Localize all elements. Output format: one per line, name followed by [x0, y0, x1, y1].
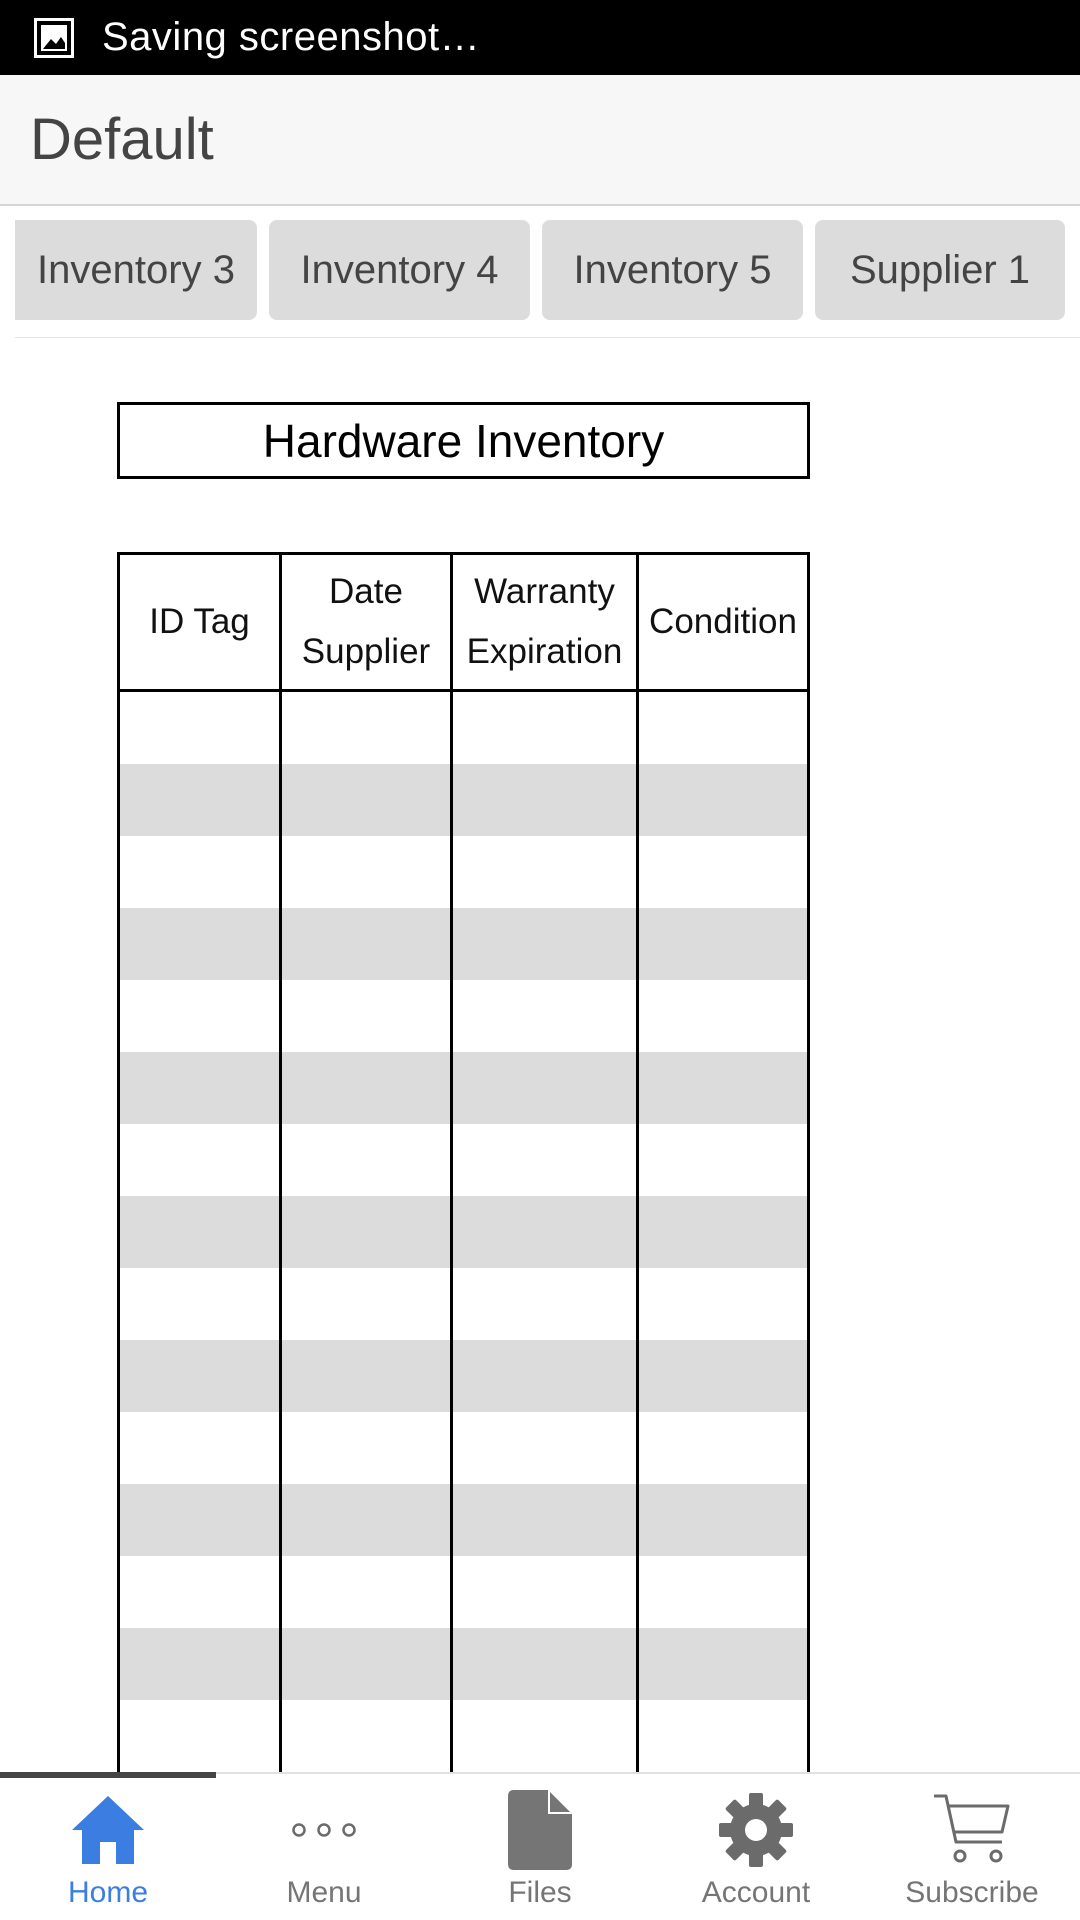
table-cell[interactable]: [639, 692, 807, 764]
table-cell[interactable]: [282, 1268, 453, 1340]
table-cell[interactable]: [453, 1052, 639, 1124]
table-cell[interactable]: [120, 980, 282, 1052]
table-cell[interactable]: [453, 980, 639, 1052]
table-cell[interactable]: [453, 1268, 639, 1340]
table-cell[interactable]: [639, 1196, 807, 1268]
table-row: [120, 764, 807, 836]
table-row: [120, 1340, 807, 1412]
table-cell[interactable]: [120, 764, 282, 836]
table-cell[interactable]: [120, 1340, 282, 1412]
table-cell[interactable]: [282, 1196, 453, 1268]
table-row: [120, 1052, 807, 1124]
nav-files[interactable]: [432, 1774, 648, 1920]
table-cell[interactable]: [453, 1700, 639, 1772]
file-icon: [495, 1790, 585, 1870]
table-row: [120, 1556, 807, 1628]
nav-menu[interactable]: [216, 1774, 432, 1920]
table-cell[interactable]: [453, 1196, 639, 1268]
table-cell[interactable]: [282, 836, 453, 908]
table-cell[interactable]: [639, 1484, 807, 1556]
table-row: [120, 1196, 807, 1268]
column-header-warranty-expiration[interactable]: Warranty Expiration: [453, 555, 639, 689]
table-cell[interactable]: [120, 1052, 282, 1124]
nav-account-label: Account: [701, 1876, 811, 1909]
table-cell[interactable]: [453, 1340, 639, 1412]
table-cell[interactable]: [120, 1412, 282, 1484]
table-cell[interactable]: [639, 836, 807, 908]
column-header-condition[interactable]: Condition: [649, 602, 797, 641]
table-cell[interactable]: [639, 1700, 807, 1772]
nav-menu-label: Menu: [286, 1876, 362, 1909]
table-cell[interactable]: [120, 908, 282, 980]
table-cell[interactable]: [453, 836, 639, 908]
table-row: [120, 836, 807, 908]
image-icon: [34, 18, 74, 58]
bottom-nav: [0, 1772, 1080, 1920]
document-title[interactable]: Hardware Inventory: [117, 402, 810, 479]
table-cell[interactable]: [120, 836, 282, 908]
nav-account[interactable]: [648, 1774, 864, 1920]
table-cell[interactable]: [282, 764, 453, 836]
nav-files-label: Files: [508, 1876, 572, 1909]
table-cell[interactable]: [120, 1268, 282, 1340]
table-cell[interactable]: [639, 980, 807, 1052]
table-cell[interactable]: [282, 1052, 453, 1124]
table-cell[interactable]: [120, 1700, 282, 1772]
home-icon: [63, 1790, 153, 1870]
table-cell[interactable]: [282, 1124, 453, 1196]
table-cell[interactable]: [453, 1124, 639, 1196]
table-cell[interactable]: [453, 908, 639, 980]
table-cell[interactable]: [282, 692, 453, 764]
column-header-date-supplier[interactable]: Date Supplier: [282, 555, 453, 689]
table-cell[interactable]: [282, 1700, 453, 1772]
status-bar: [0, 0, 1080, 75]
nav-home[interactable]: [0, 1774, 216, 1920]
table-cell[interactable]: [639, 1556, 807, 1628]
scroll-indicator: [0, 1772, 216, 1778]
table-cell[interactable]: [120, 1196, 282, 1268]
table-cell[interactable]: [639, 764, 807, 836]
table-cell[interactable]: [639, 1412, 807, 1484]
table-row: [120, 1412, 807, 1484]
table-cell[interactable]: [120, 1124, 282, 1196]
table-cell[interactable]: [120, 1628, 282, 1700]
table-body: [120, 692, 807, 1772]
table-header: [120, 555, 807, 692]
table-cell[interactable]: [120, 692, 282, 764]
nav-subscribe[interactable]: [864, 1774, 1080, 1920]
table-cell[interactable]: [453, 1412, 639, 1484]
more-horizontal-icon: [279, 1790, 369, 1870]
table-row: [120, 1124, 807, 1196]
nav-home-label: Home: [67, 1876, 149, 1909]
table-row: [120, 980, 807, 1052]
tab-bar: [15, 220, 1065, 320]
inventory-table: [117, 552, 810, 1772]
tab-inventory-4[interactable]: Inventory 4: [269, 220, 530, 320]
table-cell[interactable]: [282, 1412, 453, 1484]
table-cell[interactable]: [453, 692, 639, 764]
table-cell[interactable]: [282, 1556, 453, 1628]
table-row: [120, 1268, 807, 1340]
tab-supplier-1[interactable]: Supplier 1: [815, 220, 1065, 320]
page-title: Default: [30, 107, 214, 172]
table-cell[interactable]: [639, 1124, 807, 1196]
tab-inventory-5[interactable]: Inventory 5: [542, 220, 803, 320]
tab-inventory-3[interactable]: Inventory 3: [15, 220, 257, 320]
app-bar: [0, 75, 1080, 206]
table-cell[interactable]: [282, 980, 453, 1052]
table-cell[interactable]: [282, 908, 453, 980]
table-cell[interactable]: [282, 1340, 453, 1412]
table-row: [120, 1484, 807, 1556]
divider: [15, 337, 1080, 338]
table-cell[interactable]: [453, 1556, 639, 1628]
table-cell[interactable]: [120, 1556, 282, 1628]
table-cell[interactable]: [282, 1628, 453, 1700]
table-cell[interactable]: [120, 1484, 282, 1556]
table-cell[interactable]: [453, 764, 639, 836]
table-row: [120, 1628, 807, 1700]
table-row: [120, 1700, 807, 1772]
table-row: [120, 692, 807, 764]
table-cell[interactable]: [639, 1052, 807, 1124]
table-cell[interactable]: [639, 1340, 807, 1412]
table-cell[interactable]: [282, 1484, 453, 1556]
status-text: Saving screenshot…: [102, 15, 481, 59]
table-row: [120, 908, 807, 980]
cart-icon: [927, 1790, 1017, 1870]
nav-subscribe-label: Subscribe: [905, 1876, 1039, 1909]
column-header-id-tag[interactable]: ID Tag: [120, 555, 282, 689]
table-cell[interactable]: [453, 1484, 639, 1556]
table-cell[interactable]: [639, 1268, 807, 1340]
gear-icon: [711, 1790, 801, 1870]
table-cell[interactable]: [453, 1628, 639, 1700]
table-cell[interactable]: [639, 908, 807, 980]
table-cell[interactable]: [639, 1628, 807, 1700]
